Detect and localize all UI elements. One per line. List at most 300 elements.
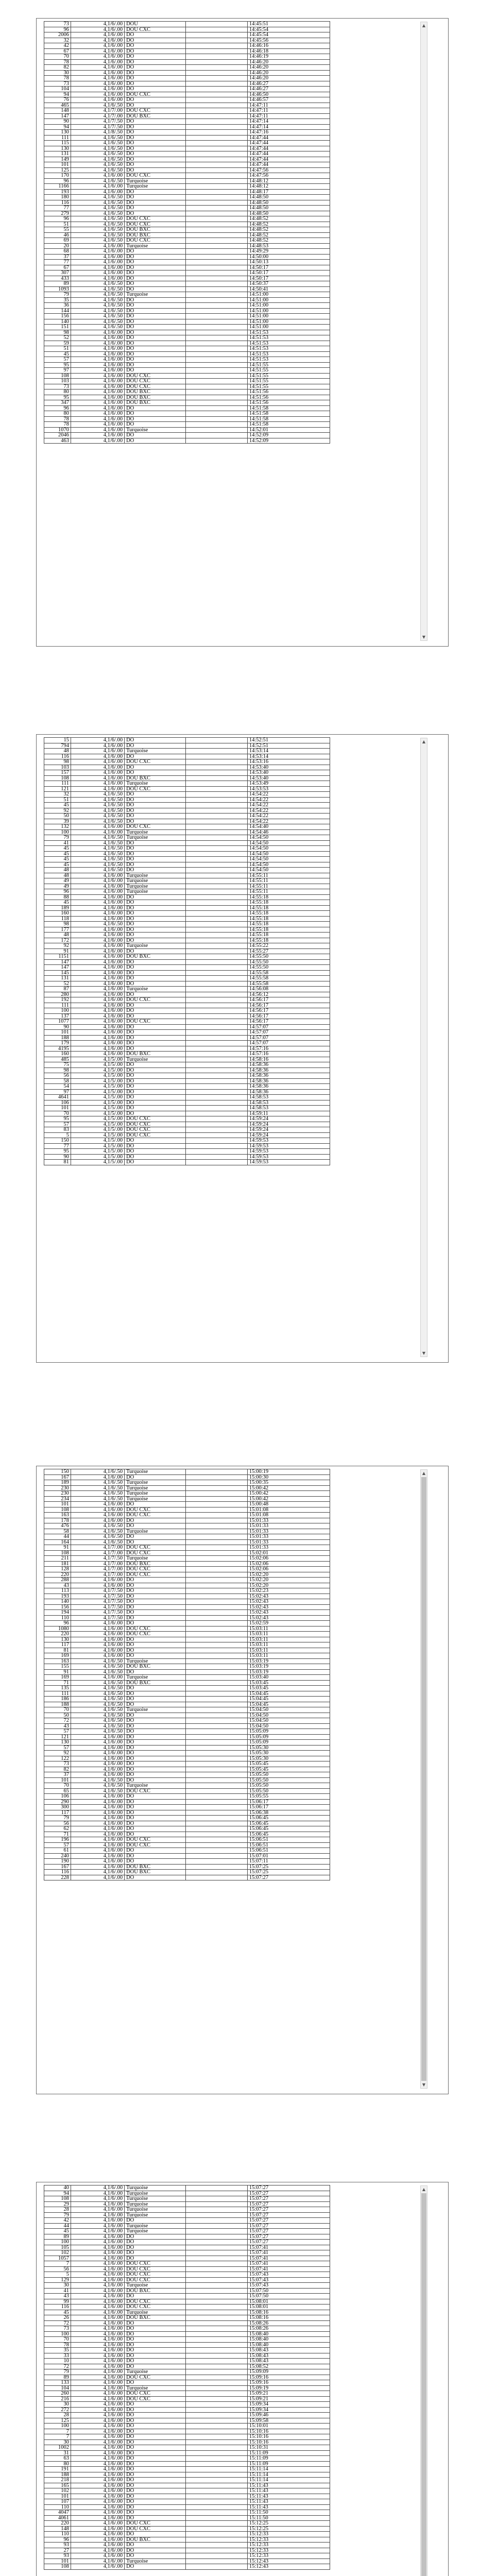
scroll-down-arrow-icon[interactable]: ▼ [421, 2081, 427, 2088]
quantity-cell: 89 [44, 2234, 71, 2240]
scrollbar-thumb[interactable] [421, 1477, 426, 2081]
price-cell: 4,1/6/.00 [71, 2396, 125, 2402]
quantity-cell: 260 [44, 2391, 71, 2397]
venue-cell: DO [125, 297, 186, 303]
price-cell: 4,1/6/.00 [71, 970, 125, 976]
flag-cell [186, 314, 247, 319]
price-cell: 4,1/6/.50 [71, 232, 125, 238]
price-cell: 4,1/5/.00 [71, 1160, 125, 1165]
table-row [44, 2364, 330, 2369]
time-cell: 15:06:45 [247, 1816, 330, 1821]
flag-cell [186, 2207, 247, 2213]
price-cell: 4,1/6/.00 [71, 1019, 125, 1025]
venue-cell: Turquoise [125, 2385, 186, 2391]
time-cell: 14:57:07 [247, 1035, 330, 1041]
quantity-cell: 189 [44, 905, 71, 911]
table-row [44, 2418, 330, 2424]
venue-cell: DO [125, 1588, 186, 1594]
price-cell: 4,1/6/.50 [71, 857, 125, 862]
price-cell: 4,1/6/.50 [71, 1707, 125, 1713]
flag-cell [186, 2461, 247, 2467]
venue-cell: DO [125, 1772, 186, 1778]
scrollbar-thumb[interactable] [421, 2193, 426, 2576]
flag-cell [186, 1052, 247, 1057]
quantity-cell: 193 [44, 189, 71, 195]
price-cell: 4,1/6/.00 [71, 1810, 125, 1816]
venue-cell: DOU CXC [125, 238, 186, 244]
quantity-cell: 218 [44, 2478, 71, 2483]
scroll-down-arrow-icon[interactable]: ▼ [421, 634, 427, 640]
venue-cell: DOU CXC [125, 2272, 186, 2278]
venue-cell: DOU CXC [125, 384, 186, 389]
price-cell: 4,1/6/.00 [71, 938, 125, 943]
table-row [44, 1621, 330, 1626]
price-cell: 4,1/6/.00 [71, 2272, 125, 2278]
venue-cell: DO [125, 2364, 186, 2369]
quantity-cell: 45 [44, 2310, 71, 2315]
time-cell: 15:07:25 [247, 1870, 330, 1875]
table-row [44, 1127, 330, 1133]
price-cell: 4,1/6/.50 [71, 167, 125, 173]
price-cell: 4,1/6/.00 [71, 738, 125, 743]
table-row [44, 1513, 330, 1518]
venue-cell: DOU CXC [125, 1507, 186, 1513]
venue-cell: DO [125, 1734, 186, 1740]
flag-cell [186, 1599, 247, 1605]
table-row [44, 1106, 330, 1111]
time-cell: 14:48:17 [247, 189, 330, 195]
price-cell: 4,1/6/.00 [71, 2359, 125, 2364]
time-cell: 15:01:33 [247, 1534, 330, 1540]
quantity-cell: 144 [44, 308, 71, 314]
quantity-cell: 156 [44, 314, 71, 319]
time-cell: 14:51:58 [247, 405, 330, 411]
venue-cell: DO [125, 981, 186, 987]
quantity-cell: 92 [44, 943, 71, 949]
table-row [44, 1751, 330, 1756]
price-cell: 4,1/6/.50 [71, 162, 125, 168]
time-cell: 15:09:34 [247, 2407, 330, 2413]
time-cell: 15:00:42 [247, 1485, 330, 1491]
venue-cell: Turquoise [125, 2196, 186, 2202]
time-cell: 15:03:45 [247, 1680, 330, 1686]
price-cell: 4,1/6/.50 [71, 1469, 125, 1475]
quantity-cell: 101 [44, 1030, 71, 1036]
venue-cell: DO [125, 868, 186, 873]
table-row [44, 1143, 330, 1149]
flag-cell [186, 1480, 247, 1486]
flag-cell [186, 2553, 247, 2559]
venue-cell: DO [125, 2548, 186, 2553]
time-cell: 15:02:43 [247, 1615, 330, 1621]
flag-cell [186, 1095, 247, 1100]
table-row [44, 1680, 330, 1686]
table-row [44, 927, 330, 933]
quantity-cell: 73 [44, 22, 71, 27]
venue-cell: DO [125, 211, 186, 216]
flag-cell [186, 1062, 247, 1068]
flag-cell [186, 2369, 247, 2375]
price-cell: 4,1/6/.00 [71, 276, 125, 281]
time-cell: 15:06:17 [247, 1805, 330, 1810]
venue-cell: Turquoise [125, 2191, 186, 2196]
price-cell: 4,1/6/.50 [71, 216, 125, 222]
price-cell: 4,1/5/.00 [71, 1127, 125, 1133]
venue-cell: Turquoise [125, 2369, 186, 2375]
flag-cell [186, 151, 247, 157]
flag-cell [186, 2229, 247, 2234]
table-row [44, 341, 330, 346]
price-cell: 4,1/6/.00 [71, 1772, 125, 1778]
flag-cell [186, 286, 247, 292]
price-cell: 4,1/6/.00 [71, 2504, 125, 2510]
venue-cell: DO [125, 808, 186, 814]
table-row [44, 1604, 330, 1610]
time-cell: 15:04:50 [247, 1718, 330, 1724]
time-cell: 14:55:18 [247, 900, 330, 906]
scroll-down-arrow-icon[interactable]: ▼ [421, 1350, 427, 1357]
time-cell: 14:51:00 [247, 303, 330, 309]
quantity-cell: 43 [44, 1583, 71, 1588]
flag-cell [186, 1772, 247, 1778]
time-cell: 14:51:00 [247, 325, 330, 330]
price-cell: 4,1/7/.00 [71, 1567, 125, 1572]
quantity-cell: 46 [44, 232, 71, 238]
price-cell: 4,1/6/.00 [71, 1642, 125, 1648]
price-cell: 4,1/6/.00 [71, 2218, 125, 2224]
quantity-cell: 1002 [44, 2445, 71, 2451]
quantity-cell: 170 [44, 173, 71, 179]
flag-cell [186, 368, 247, 374]
quantity-cell: 57 [44, 1122, 71, 1127]
venue-cell: DO [125, 2320, 186, 2326]
price-cell: 4,1/6/.00 [71, 373, 125, 379]
price-cell: 4,1/6/.00 [71, 2424, 125, 2429]
table-row [44, 2326, 330, 2332]
quantity-cell: 90 [44, 1154, 71, 1160]
flag-cell [186, 1502, 247, 1507]
venue-cell: DO [125, 1523, 186, 1529]
vertical-scrollbar[interactable] [420, 2185, 427, 2576]
venue-cell: DO [125, 276, 186, 281]
table-row [44, 206, 330, 211]
quantity-cell: 96 [44, 889, 71, 895]
time-cell: 15:07:27 [247, 2218, 330, 2224]
flag-cell [186, 2402, 247, 2408]
price-cell: 4,1/6/.00 [71, 2478, 125, 2483]
time-cell: 15:08:43 [247, 2348, 330, 2353]
time-cell: 14:54:50 [247, 862, 330, 868]
table-row [44, 2359, 330, 2364]
time-cell: 14:55:50 [247, 959, 330, 965]
price-cell: 4,1/6/.00 [71, 2494, 125, 2499]
flag-cell [186, 1013, 247, 1019]
venue-cell: DO [125, 2478, 186, 2483]
quantity-cell: 70 [44, 54, 71, 60]
quantity-cell: 193 [44, 1594, 71, 1599]
flag-cell [186, 411, 247, 417]
venue-cell: DO [125, 1756, 186, 1761]
table-row [44, 2553, 330, 2559]
venue-cell: DO [125, 1502, 186, 1507]
venue-cell: DOU CXC [125, 997, 186, 1003]
table-row [44, 1578, 330, 1583]
table-row [44, 2320, 330, 2326]
table-row [44, 2229, 330, 2234]
price-cell: 4,1/6/.50 [71, 1496, 125, 1502]
venue-cell: DOU CXC [125, 1842, 186, 1848]
table-row [44, 1816, 330, 1821]
price-cell: 4,1/6/.00 [71, 189, 125, 195]
table-row [44, 2391, 330, 2397]
price-cell: 4,1/6/.50 [71, 146, 125, 151]
flag-cell [186, 862, 247, 868]
table-row [44, 1160, 330, 1165]
flag-cell [186, 70, 247, 76]
table-row [44, 1794, 330, 1800]
time-cell: 14:57:07 [247, 1030, 330, 1036]
quantity-cell: 113 [44, 1588, 71, 1594]
quantity-cell: 15 [44, 738, 71, 743]
venue-cell: Turquoise [125, 1529, 186, 1534]
flag-cell [186, 178, 247, 184]
flag-cell [186, 1691, 247, 1697]
table-row [44, 2439, 330, 2445]
time-cell: 15:05:50 [247, 1783, 330, 1789]
table-row [44, 314, 330, 319]
table-row [44, 1046, 330, 1052]
time-cell: 15:11:50 [247, 2510, 330, 2516]
quantity-cell: 57 [44, 357, 71, 363]
time-cell: 15:07:27 [247, 2223, 330, 2229]
price-cell: 4,1/6/.00 [71, 270, 125, 276]
flag-cell [186, 1853, 247, 1859]
flag-cell [186, 819, 247, 824]
time-cell: 15:09:58 [247, 2418, 330, 2424]
time-cell: 14:55:18 [247, 933, 330, 938]
time-cell: 14:54:50 [247, 835, 330, 841]
venue-cell: DO [125, 119, 186, 125]
venue-cell: DO [125, 2234, 186, 2240]
venue-cell: DO [125, 1003, 186, 1008]
time-cell: 14:51:56 [247, 395, 330, 400]
scroll-up-arrow-icon[interactable]: ▲ [421, 738, 427, 745]
price-cell: 4,1/6/.00 [71, 1826, 125, 1832]
quantity-cell: 1080 [44, 1626, 71, 1632]
quantity-cell: 300 [44, 1805, 71, 1810]
time-cell: 14:53:14 [247, 754, 330, 759]
quantity-cell: 130 [44, 1740, 71, 1745]
table-row [44, 1122, 330, 1127]
price-cell: 4,1/6/.50 [71, 792, 125, 798]
scroll-up-arrow-icon[interactable]: ▲ [421, 2186, 427, 2193]
venue-cell: DO [125, 2445, 186, 2451]
table-row [44, 438, 330, 444]
table-row [44, 2304, 330, 2310]
quantity-cell: 108 [44, 1550, 71, 1556]
time-cell: 14:58:36 [247, 1073, 330, 1079]
table-row [44, 1691, 330, 1697]
venue-cell: DO [125, 2245, 186, 2250]
price-cell: 4,1/6/.00 [71, 2532, 125, 2537]
scroll-up-arrow-icon[interactable]: ▲ [421, 1470, 427, 1477]
venue-cell: DO [125, 2450, 186, 2456]
flag-cell [186, 889, 247, 895]
flag-cell [186, 835, 247, 841]
table-row [44, 227, 330, 233]
price-cell: 4,1/6/.00 [71, 2369, 125, 2375]
time-cell: 15:04:50 [247, 1713, 330, 1718]
table-row [44, 195, 330, 200]
table-row [44, 1132, 330, 1138]
flag-cell [186, 840, 247, 846]
venue-cell: DO [125, 314, 186, 319]
table-row [44, 427, 330, 433]
table-row [44, 2380, 330, 2386]
quantity-cell: 4061 [44, 2515, 71, 2521]
time-cell: 14:48:12 [247, 178, 330, 184]
quantity-cell: 73 [44, 2326, 71, 2332]
flag-cell [186, 1041, 247, 1046]
time-cell: 15:07:27 [247, 2212, 330, 2218]
quantity-cell: 28 [44, 2207, 71, 2213]
flag-cell [186, 2326, 247, 2332]
quantity-cell: 96 [44, 216, 71, 222]
trade-table [44, 21, 330, 444]
vertical-scrollbar[interactable] [420, 1469, 427, 2089]
price-cell: 4,1/6/.00 [71, 2245, 125, 2250]
quantity-cell: 116 [44, 2304, 71, 2310]
price-cell: 4,1/6/.50 [71, 211, 125, 216]
flag-cell [186, 249, 247, 255]
venue-cell: Turquoise [125, 2201, 186, 2207]
time-cell: 15:04:45 [247, 1702, 330, 1707]
vertical-scrollbar[interactable] [420, 22, 427, 641]
quantity-cell: 230 [44, 1491, 71, 1497]
table-row [44, 846, 330, 852]
venue-cell: DOU CXC [125, 1019, 186, 1025]
venue-cell: DO [125, 189, 186, 195]
table-row [44, 384, 330, 389]
table-row [44, 200, 330, 206]
venue-cell: DO [125, 1621, 186, 1626]
table-row [44, 1469, 330, 1475]
price-cell: 4,1/5/.00 [71, 1149, 125, 1155]
quantity-cell: 794 [44, 743, 71, 749]
flag-cell [186, 184, 247, 190]
time-cell: 15:02:20 [247, 1583, 330, 1588]
venue-cell: DOU BXC [125, 389, 186, 395]
time-cell: 14:54:50 [247, 840, 330, 846]
flag-cell [186, 2396, 247, 2402]
table-row [44, 2218, 330, 2224]
quantity-cell: 40 [44, 2185, 71, 2191]
flag-cell [186, 1073, 247, 1079]
table-row [44, 1116, 330, 1122]
venue-cell: Turquoise [125, 987, 186, 992]
time-cell: 15:07:27 [247, 2234, 330, 2240]
table-row [44, 416, 330, 422]
quantity-cell: 163 [44, 1513, 71, 1518]
venue-cell: Turquoise [125, 1658, 186, 1664]
flag-cell [186, 1686, 247, 1691]
quantity-cell: 41 [44, 840, 71, 846]
table-row [44, 222, 330, 227]
venue-cell: DO [125, 2553, 186, 2559]
table-row [44, 1675, 330, 1681]
quantity-cell: 156 [44, 1604, 71, 1610]
venue-cell: Turquoise [125, 2223, 186, 2229]
venue-cell: Turquoise [125, 1491, 186, 1497]
table-row [44, 2407, 330, 2413]
price-cell: 4,1/6/.00 [71, 92, 125, 97]
venue-cell: DO [125, 1534, 186, 1540]
time-cell: 14:59:53 [247, 1138, 330, 1144]
quantity-cell: 151 [44, 325, 71, 330]
flag-cell [186, 1816, 247, 1821]
quantity-cell: 79 [44, 2212, 71, 2218]
flag-cell [186, 325, 247, 330]
venue-cell: Turquoise [125, 292, 186, 298]
time-cell: 14:55:11 [247, 889, 330, 895]
vertical-scrollbar[interactable] [420, 738, 427, 1357]
quantity-cell: 92 [44, 808, 71, 814]
table-row [44, 1599, 330, 1605]
flag-cell [186, 335, 247, 341]
venue-cell: DOU BXC [125, 395, 186, 400]
quantity-cell: 91 [44, 948, 71, 954]
time-cell: 14:51:55 [247, 362, 330, 368]
time-cell: 14:56:12 [247, 992, 330, 997]
quantity-cell: 95 [44, 1149, 71, 1155]
price-cell: 4,1/6/.00 [71, 2207, 125, 2213]
time-cell: 15:12:43 [247, 2558, 330, 2564]
time-cell: 15:05:30 [247, 1751, 330, 1756]
venue-cell: DO [125, 124, 186, 130]
flag-cell [186, 265, 247, 270]
quantity-cell: 105 [44, 2245, 71, 2250]
flag-cell [186, 1788, 247, 1794]
venue-cell: DO [125, 1702, 186, 1707]
flag-cell [186, 389, 247, 395]
venue-cell: DO [125, 1848, 186, 1854]
table-row [44, 2201, 330, 2207]
time-cell: 15:07:27 [247, 1875, 330, 1880]
scroll-up-arrow-icon[interactable]: ▲ [421, 22, 427, 29]
table-row [44, 97, 330, 103]
time-cell: 15:11:14 [247, 2472, 330, 2478]
venue-cell: DOU CXC [125, 2375, 186, 2380]
flag-cell [186, 2494, 247, 2499]
flag-cell [186, 1057, 247, 1062]
table-row [44, 1837, 330, 1843]
flag-cell [186, 1089, 247, 1095]
price-cell: 4,1/6/.00 [71, 2543, 125, 2548]
time-cell: 15:07:27 [247, 2240, 330, 2245]
time-cell: 14:59:24 [247, 1132, 330, 1138]
quantity-cell: 194 [44, 1610, 71, 1616]
quantity-cell: 130 [44, 130, 71, 135]
table-row [44, 749, 330, 754]
table-row [44, 829, 330, 835]
time-cell: 14:54:22 [247, 808, 330, 814]
quantity-cell: 234 [44, 1496, 71, 1502]
table-row [44, 2250, 330, 2256]
price-cell: 4,1/6/.00 [71, 2310, 125, 2315]
flag-cell [186, 2256, 247, 2261]
venue-cell: Turquoise [125, 1480, 186, 1486]
price-cell: 4,1/6/.00 [71, 379, 125, 384]
